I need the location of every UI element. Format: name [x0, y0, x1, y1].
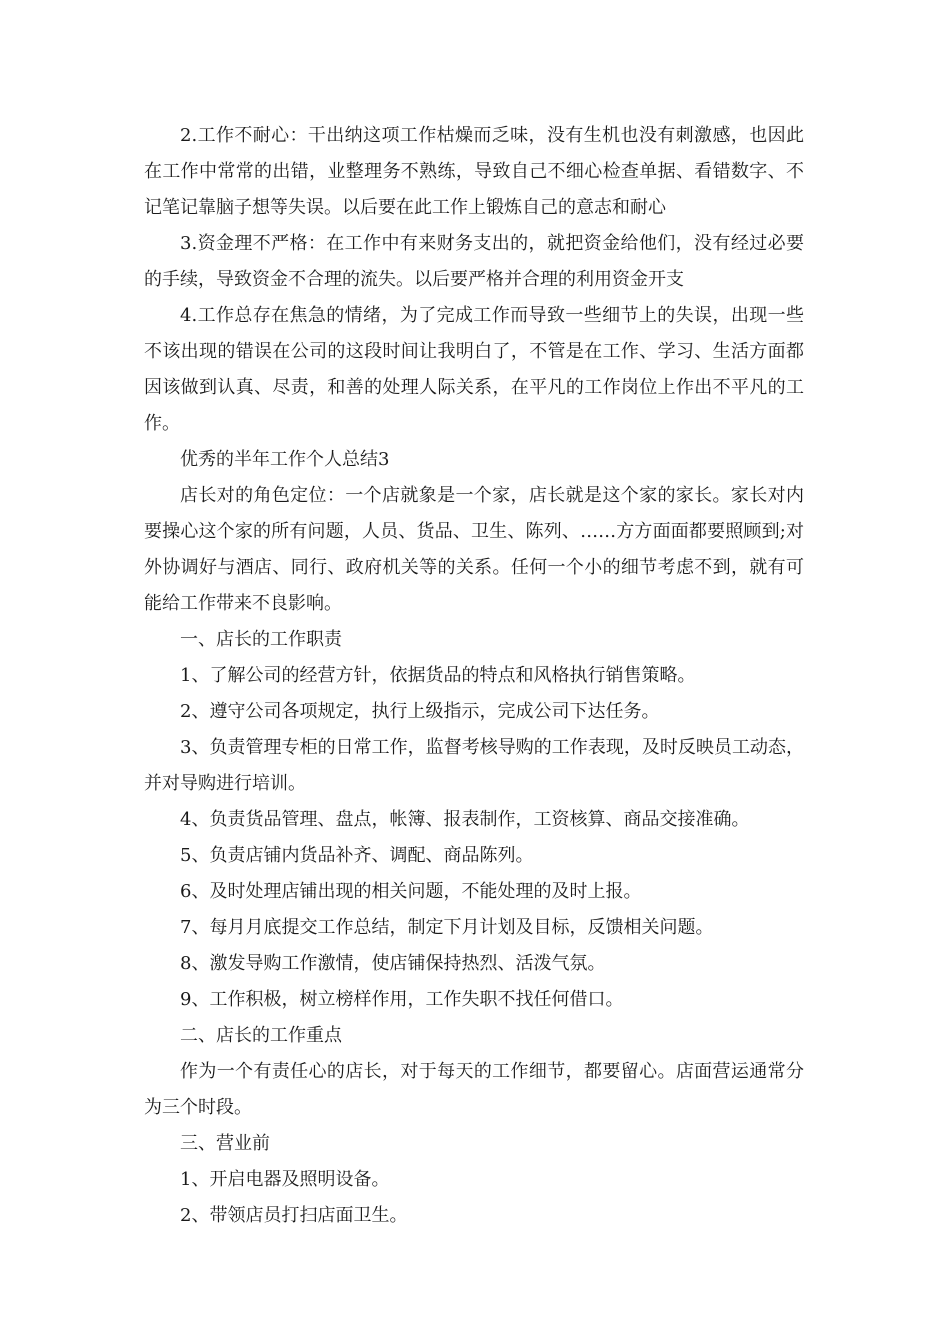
paragraph-manager-role: 店长对的角色定位：一个店就象是一个家，店长就是这个家的家长。家长对内要操心这个家的所有问题，人员、货品、卫生、陈列、……方方面面都要照顾到;对外协调好与酒店、同行、政府机关等的关系。任何一个小的细节考虑不到，就有可能给工作带来不良影响。 — [144, 485, 804, 614]
paragraph-item-2-impatience: 2.工作不耐心：干出纳这项工作枯燥而乏味，没有生机也没有刺激感，也因此在工作中常常的出错，业整理务不熟练，导致自己不细心检查单据、看错数字、不记笔记靠脑子想等失误。以后要在此工作上锻炼自己的意志和耐心 — [144, 125, 804, 218]
list-item-duty-2: 2、遵守公司各项规定，执行上级指示，完成公司下达任务。 — [180, 701, 660, 722]
heading-duties: 一、店长的工作职责 — [180, 629, 342, 650]
heading-key-points: 二、店长的工作重点 — [180, 1025, 342, 1046]
list-item-duty-7: 7、每月月底提交工作总结，制定下月计划及目标，反馈相关问题。 — [180, 917, 714, 938]
list-item-duty-6: 6、及时处理店铺出现的相关问题，不能处理的及时上报。 — [180, 881, 642, 902]
paragraph-key-points: 作为一个有责任心的店长，对于每天的工作细节，都要留心。店面营运通常分为三个时段。 — [144, 1061, 804, 1118]
list-item-duty-1: 1、了解公司的经营方针，依据货品的特点和风格执行销售策略。 — [180, 665, 696, 686]
heading-before-opening: 三、营业前 — [180, 1133, 270, 1154]
list-item-duty-3: 3、负责管理专柜的日常工作，监督考核导购的工作表现，及时反映员工动态，并对导购进行培训。 — [144, 737, 804, 794]
list-item-before-opening-1: 1、开启电器及照明设备。 — [180, 1169, 390, 1190]
list-item-duty-5: 5、负责店铺内货品补齐、调配、商品陈列。 — [180, 845, 534, 866]
document-body — [144, 118, 804, 1234]
list-item-before-opening-2: 2、带领店员打扫店面卫生。 — [180, 1205, 408, 1226]
list-item-duty-8: 8、激发导购工作激情，使店铺保持热烈、活泼气氛。 — [180, 953, 606, 974]
paragraph-item-4-anxiety: 4.工作总存在焦急的情绪，为了完成工作而导致一些细节上的失误，出现一些不该出现的错误在公司的这段时间让我明白了，不管是在工作、学习、生活方面都因该做到认真、尽责，和善的处理人际关系，在平凡的工作岗位上作出不平凡的工作。 — [144, 305, 804, 434]
paragraph-item-3-fund-management: 3.资金理不严格：在工作中有来财务支出的，就把资金给他们，没有经过必要的手续，导致资金不合理的流失。以后要严格并合理的利用资金开支 — [144, 233, 804, 290]
list-item-duty-9: 9、工作积极，树立榜样作用，工作失职不找任何借口。 — [180, 989, 624, 1010]
list-item-duty-4: 4、负责货品管理、盘点，帐簿、报表制作，工资核算、商品交接准确。 — [180, 809, 750, 830]
section-title-summary-3: 优秀的半年工作个人总结3 — [180, 449, 390, 470]
